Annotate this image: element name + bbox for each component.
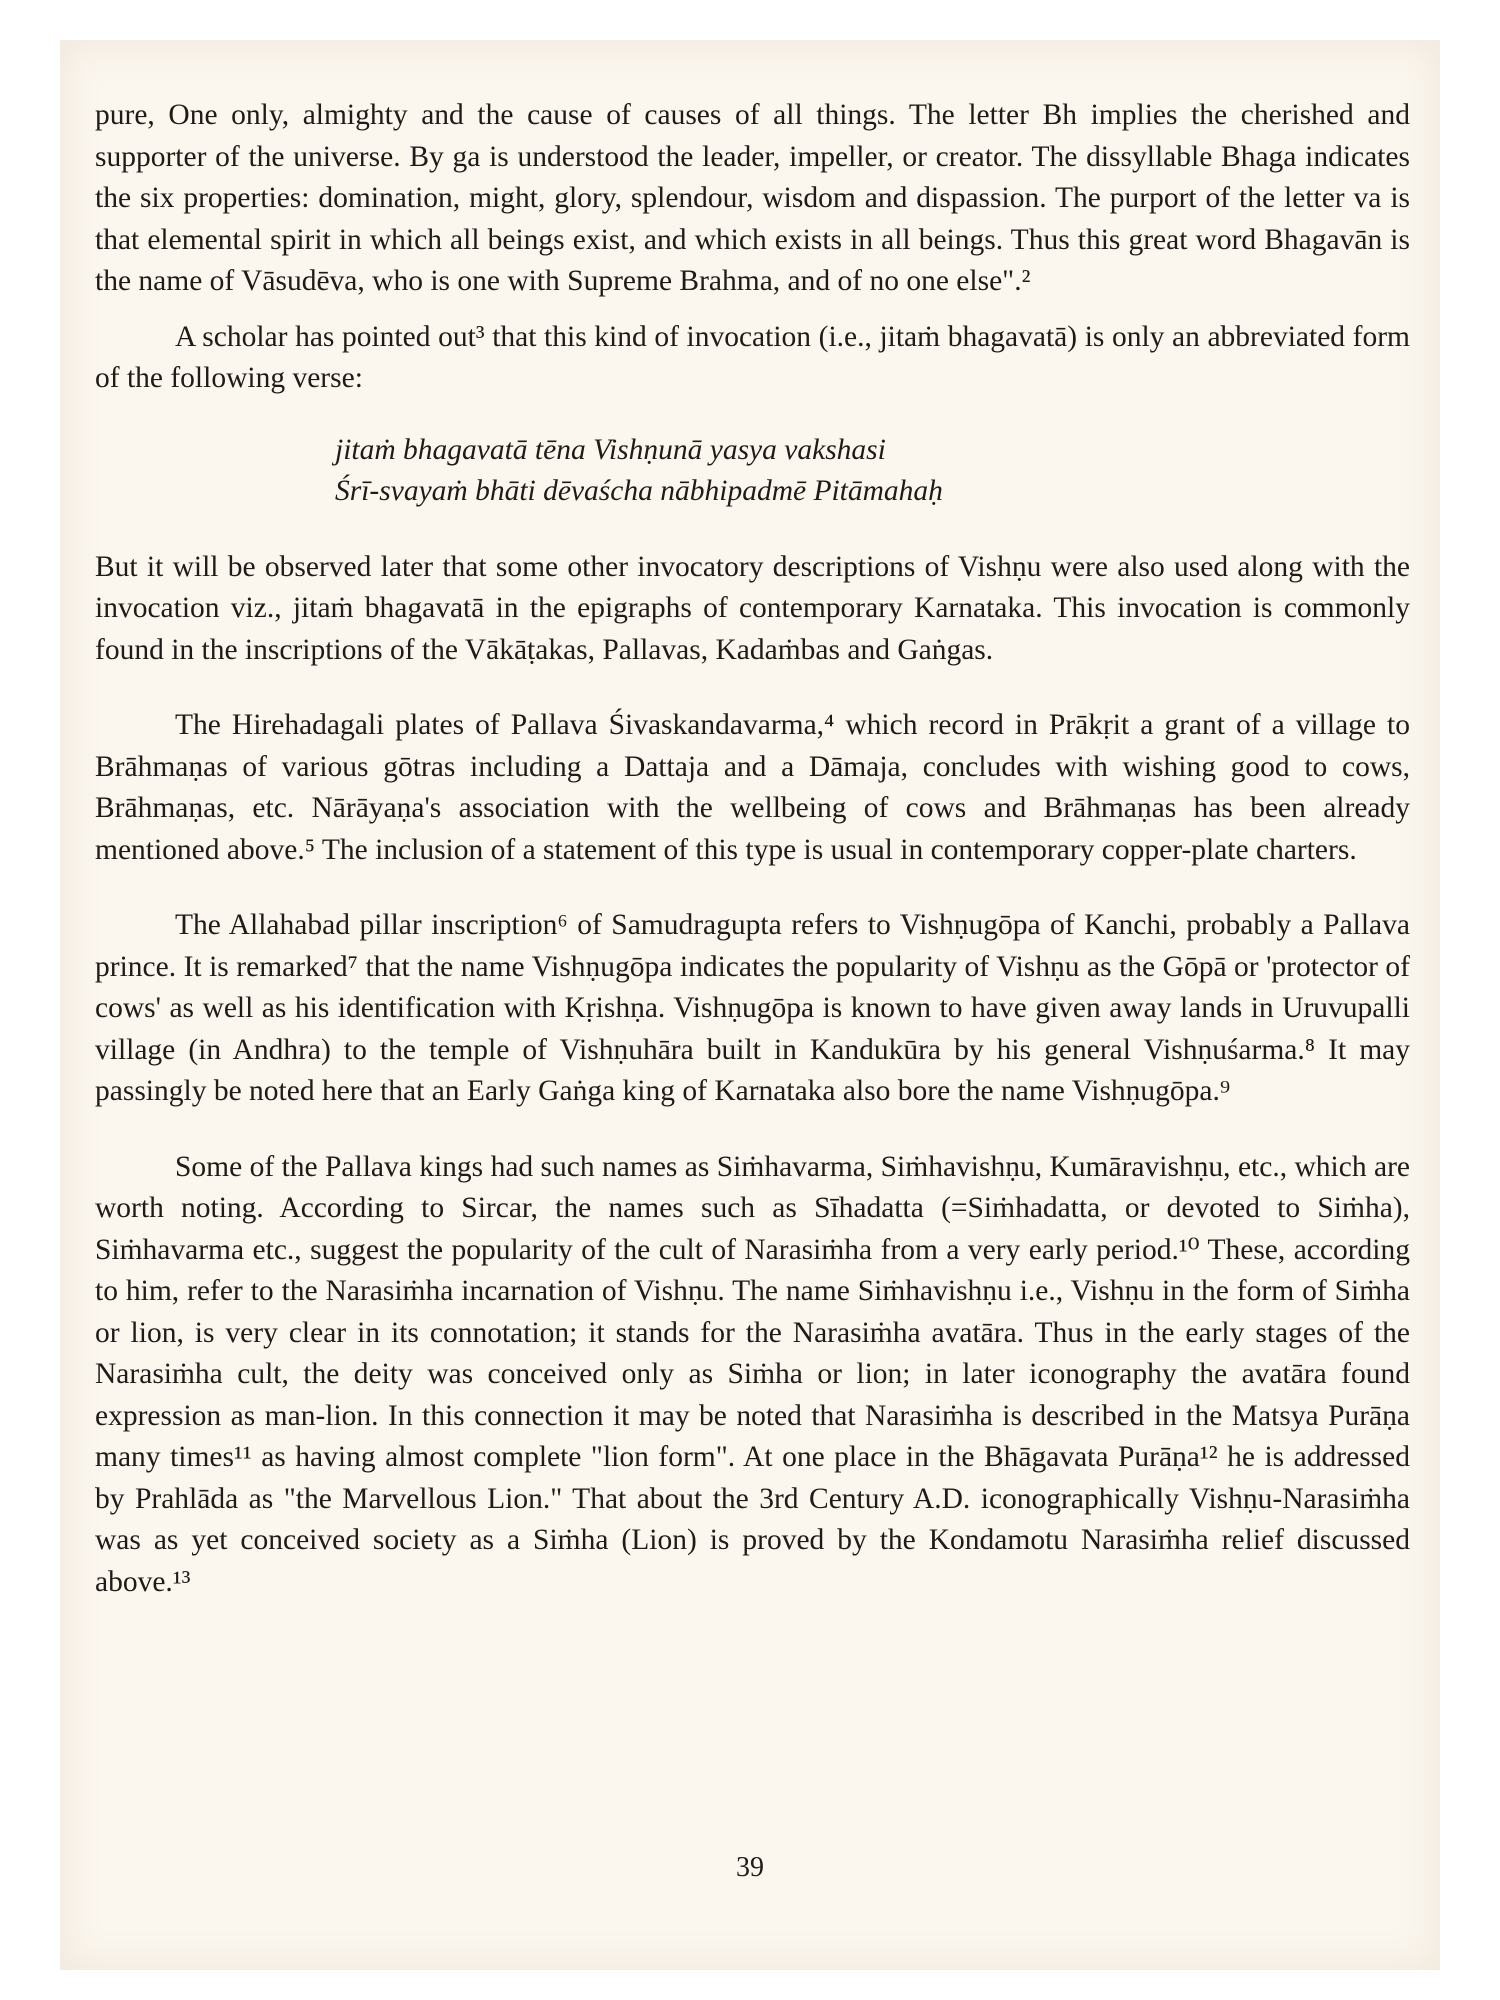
verse-line-1: jitaṁ bhagavatā tēna Vishṇunā yasya vakshasi (335, 433, 886, 466)
page-body (95, 95, 1410, 1603)
paragraph-6: Some of the Pallava kings had such names as Siṁhavarma, Siṁhavishṇu, Kumāravishṇu, etc., which are worth noting. According to Sircar, the names such as Sīhadatta (=Siṁhadatta, or devoted to Siṁha), Siṁhavarma etc., suggest the popularity of the cult of Narasiṁha from a very early period.¹⁰ These, according to him, refer to the Narasiṁha incarnation of Vishṇu. The name Siṁhavishṇu i.e., Vishṇu in the form of Siṁha or lion, is very clear in its connotation; it stands for the Narasiṁha avatāra. Thus in the early stages of the Narasiṁha cult, the deity was conceived only as Siṁha or lion; in later iconography the avatāra found expression as man-lion. In this connection it may be noted that Narasiṁha is described in the Matsya Purāṇa many times¹¹ as having almost complete "lion form". At one place in the Bhāgavata Purāṇa¹² he is addressed by Prahlāda as "the Marvellous Lion." That about the 3rd Century A.D. iconographically Vishṇu-Narasiṁha was as yet conceived society as a Siṁha (Lion) is proved by the Kondamotu Narasiṁha relief discussed above.¹³ (95, 1150, 1410, 1598)
verse-line-2: Śrī-svayaṁ bhāti dēvaścha nābhipadmē Pitāmahaḥ (335, 475, 943, 507)
paragraph-1: pure, One only, almighty and the cause of causes of all things. The letter Bh implies the cherished and supporter of the universe. By ga is understood the leader, impeller, or creator. The dissyllable Bhaga indicates the six properties: domination, might, glory, splendour, wisdom and dispassion. The purport of the letter va is that elemental spirit in which all beings exist, and which exists in all beings. Thus this great word Bhagavān is the name of Vāsudēva, who is one with Supreme Brahma, and of no one else".² (95, 99, 1410, 297)
paragraph-3: But it will be observed later that some other invocatory descriptions of Vishṇu were also used along with the invocation viz., jitaṁ bhagavatā in the epigraphs of contemporary Karnataka. This invocation is commonly found in the inscriptions of the Vākāṭakas, Pallavas, Kadaṁbas and Gaṅgas. (95, 550, 1410, 666)
paragraph-4: The Hirehadagali plates of Pallava Śivaskandavarma,⁴ which record in Prākṛit a grant of a village to Brāhmaṇas of various gōtras including a Dattaja and a Dāmaja, concludes with wishing good to cows, Brāhmaṇas, etc. Nārāyaṇa's association with the wellbeing of cows and Brāhmaṇas has been already mentioned above.⁵ The inclusion of a statement of this type is usual in contemporary copper-plate charters. (95, 709, 1410, 866)
paragraph-2: A scholar has pointed out³ that this kind of invocation (i.e., jitaṁ bhagavatā) is only an abbreviated form of the following verse: (95, 320, 1410, 394)
paragraph-5: The Allahabad pillar inscription⁶ of Samudragupta refers to Vishṇugōpa of Kanchi, probably a Pallava prince. It is remarked⁷ that the name Vishṇugōpa indicates the popularity of Vishṇu as the Gōpā or 'protector of cows' as well as his identification with Kṛishṇa. Vishṇugōpa is known to have given away lands in Uruvupalli village (in Andhra) to the temple of Vishṇuhāra built in Kandukūra by his general Vishṇuśarma.⁸ It may passingly be noted here that an Early Gaṅga king of Karnataka also bore the name Vishṇugōpa.⁹ (95, 909, 1410, 1107)
document-page (60, 40, 1440, 1970)
page-number: 39 (736, 1852, 764, 1883)
